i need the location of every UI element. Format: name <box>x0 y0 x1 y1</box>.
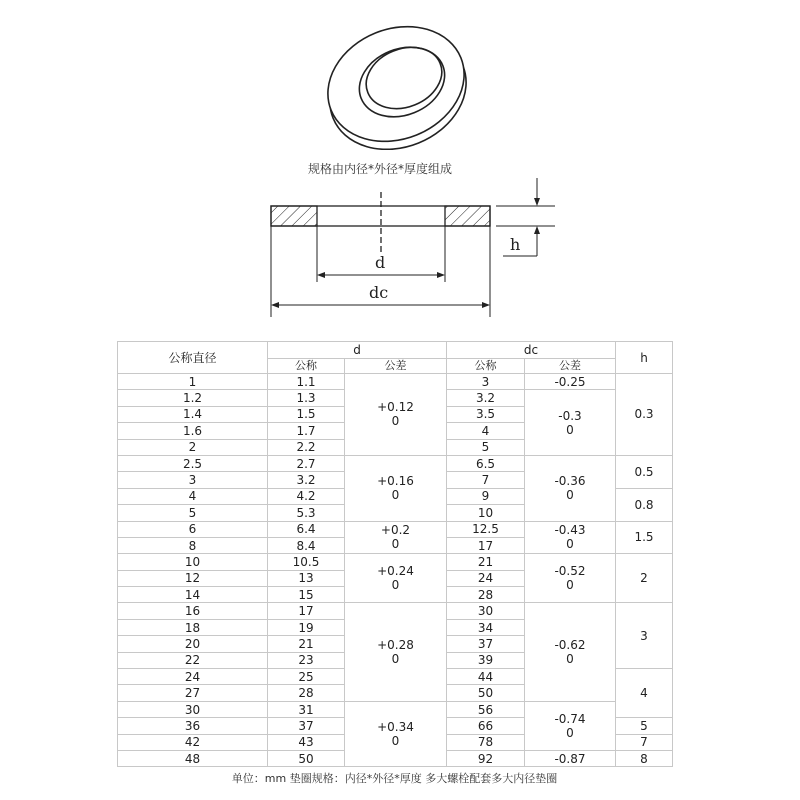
dc-nominal-cell: 92 <box>447 750 525 766</box>
tolerance-lower: 0 <box>566 652 574 667</box>
dc-nominal-cell: 3 <box>447 374 525 390</box>
nominal-size-cell: 36 <box>118 718 268 734</box>
header-d: d <box>268 342 447 359</box>
table-row <box>118 554 673 570</box>
dc-tolerance-cell <box>525 750 616 766</box>
dc-nominal-cell: 44 <box>447 669 525 685</box>
nominal-size-cell: 2.5 <box>118 455 268 471</box>
d-nominal-cell: 4.2 <box>268 488 345 504</box>
dc-nominal-cell: 21 <box>447 554 525 570</box>
nominal-size-cell: 14 <box>118 587 268 603</box>
tolerance-upper: +0.24 <box>377 564 414 579</box>
dc-label: dc <box>369 283 389 302</box>
thickness-cell: 2 <box>616 554 673 603</box>
dc-nominal-cell: 34 <box>447 619 525 635</box>
diagram-caption: 规格由内径*外径*厚度组成 <box>307 162 452 176</box>
tolerance-upper: -0.87 <box>554 751 586 766</box>
d-nominal-cell: 10.5 <box>268 554 345 570</box>
dc-nominal-cell: 39 <box>447 652 525 668</box>
dc-nominal-cell: 24 <box>447 570 525 586</box>
tolerance-lower: 0 <box>566 488 574 503</box>
dc-nominal-cell: 78 <box>447 734 525 750</box>
tolerance-upper: -0.74 <box>554 711 586 726</box>
tolerance-upper: -0.62 <box>554 638 586 653</box>
d-tolerance-cell <box>345 521 447 554</box>
nominal-size-cell: 24 <box>118 669 268 685</box>
table-row <box>118 455 673 471</box>
header-row <box>118 342 673 359</box>
tolerance-upper: -0.52 <box>554 564 586 579</box>
d-tolerance-cell <box>345 701 447 767</box>
nominal-size-cell: 16 <box>118 603 268 619</box>
d-nominal-cell: 19 <box>268 619 345 635</box>
tolerance-lower: 0 <box>566 422 574 437</box>
dc-tolerance-cell <box>525 701 616 750</box>
nominal-size-cell: 1.2 <box>118 390 268 406</box>
nominal-size-cell: 1.4 <box>118 406 268 422</box>
washer-section-drawing <box>255 172 565 322</box>
nominal-size-cell: 1.6 <box>118 423 268 439</box>
dc-tolerance-cell <box>525 374 616 390</box>
tolerance-upper: +0.12 <box>377 400 414 415</box>
tolerance-lower: 0 <box>391 734 400 749</box>
d-nominal-cell: 50 <box>268 750 345 766</box>
d-nominal-cell: 1.1 <box>268 374 345 390</box>
tolerance-lower: 0 <box>566 725 574 740</box>
nominal-size-cell: 8 <box>118 537 268 553</box>
d-nominal-cell: 1.7 <box>268 423 345 439</box>
d-tolerance-cell <box>345 554 447 603</box>
dc-tolerance-cell <box>525 554 616 603</box>
tolerance-lower: 0 <box>391 578 400 593</box>
nominal-size-cell: 5 <box>118 505 268 521</box>
d-tolerance-cell <box>345 374 447 456</box>
dc-nominal-cell: 3.5 <box>447 406 525 422</box>
tolerance-upper: +0.2 <box>380 523 411 538</box>
washer-3d-illustration <box>320 20 480 150</box>
dc-tolerance-cell <box>525 390 616 456</box>
d-nominal-cell: 2.2 <box>268 439 345 455</box>
tolerance-lower: 0 <box>566 578 574 593</box>
dc-tolerance-cell <box>525 603 616 701</box>
nominal-size-cell: 20 <box>118 636 268 652</box>
thickness-cell: 5 <box>616 718 673 734</box>
tolerance-upper: +0.16 <box>377 474 414 489</box>
dc-nominal-cell: 66 <box>447 718 525 734</box>
d-nominal-cell: 5.3 <box>268 505 345 521</box>
nominal-size-cell: 6 <box>118 521 268 537</box>
left-hatched-section <box>271 206 317 226</box>
tolerance-upper: +0.34 <box>377 720 414 735</box>
dc-tolerance-cell <box>525 521 616 554</box>
nominal-size-cell: 10 <box>118 554 268 570</box>
d-nominal-cell: 21 <box>268 636 345 652</box>
tolerance-lower: 0 <box>566 537 574 552</box>
tolerance-lower: 0 <box>391 537 400 552</box>
dc-nominal-cell: 56 <box>447 701 525 717</box>
thickness-cell: 0.8 <box>616 488 673 521</box>
thickness-cell: 8 <box>616 750 673 766</box>
nominal-size-cell: 27 <box>118 685 268 701</box>
nominal-size-cell: 3 <box>118 472 268 488</box>
dc-nominal-cell: 30 <box>447 603 525 619</box>
dc-nominal-cell: 5 <box>447 439 525 455</box>
d-nominal-cell: 3.2 <box>268 472 345 488</box>
dc-nominal-cell: 12.5 <box>447 521 525 537</box>
d-nominal-cell: 28 <box>268 685 345 701</box>
nominal-size-cell: 2 <box>118 439 268 455</box>
tolerance-lower: 0 <box>391 652 400 667</box>
dc-nominal-cell: 28 <box>447 587 525 603</box>
thickness-cell: 4 <box>616 669 673 718</box>
table-row <box>118 374 673 390</box>
header-h: h <box>616 342 673 374</box>
header-dc: dc <box>447 342 616 359</box>
tolerance-upper: -0.25 <box>554 374 586 389</box>
table-row <box>118 603 673 619</box>
nominal-size-cell: 48 <box>118 750 268 766</box>
d-nominal-cell: 37 <box>268 718 345 734</box>
nominal-size-cell: 1 <box>118 374 268 390</box>
thickness-cell: 3 <box>616 603 673 669</box>
tolerance-upper: -0.43 <box>554 523 586 538</box>
dc-tolerance-cell <box>525 455 616 521</box>
dc-nominal-cell: 9 <box>447 488 525 504</box>
nominal-size-cell: 22 <box>118 652 268 668</box>
d-nominal-cell: 31 <box>268 701 345 717</box>
d-nominal-cell: 15 <box>268 587 345 603</box>
table-row <box>118 521 673 537</box>
nominal-size-cell: 42 <box>118 734 268 750</box>
d-nominal-cell: 6.4 <box>268 521 345 537</box>
subheader-d-nominal: 公称 <box>268 359 345 374</box>
table-row <box>118 701 673 717</box>
d-tolerance-cell <box>345 603 447 701</box>
dc-nominal-cell: 4 <box>447 423 525 439</box>
dc-nominal-cell: 3.2 <box>447 390 525 406</box>
dc-nominal-cell: 37 <box>447 636 525 652</box>
thickness-cell: 0.5 <box>616 455 673 488</box>
nominal-size-cell: 4 <box>118 488 268 504</box>
tolerance-upper: -0.36 <box>554 474 586 489</box>
dc-nominal-cell: 17 <box>447 537 525 553</box>
d-nominal-cell: 1.5 <box>268 406 345 422</box>
washer-outer-edge <box>320 20 480 150</box>
nominal-size-cell: 30 <box>118 701 268 717</box>
subheader-dc-nominal: 公称 <box>447 359 525 374</box>
nominal-size-cell: 18 <box>118 619 268 635</box>
d-nominal-cell: 43 <box>268 734 345 750</box>
d-nominal-cell: 13 <box>268 570 345 586</box>
d-nominal-cell: 1.3 <box>268 390 345 406</box>
header-nominal-size: 公称直径 <box>118 342 268 374</box>
tolerance-upper: -0.3 <box>558 408 582 423</box>
tolerance-upper: +0.28 <box>377 638 414 653</box>
d-nominal-cell: 25 <box>268 669 345 685</box>
d-nominal-cell: 8.4 <box>268 537 345 553</box>
washer-spec-table <box>117 341 673 767</box>
h-label: h <box>510 235 521 254</box>
subheader-dc-tolerance: 公差 <box>525 359 616 374</box>
subheader-d-tolerance: 公差 <box>345 359 447 374</box>
thickness-cell: 7 <box>616 734 673 750</box>
dc-nominal-cell: 7 <box>447 472 525 488</box>
dc-nominal-cell: 6.5 <box>447 455 525 471</box>
thickness-cell: 1.5 <box>616 521 673 554</box>
dc-nominal-cell: 10 <box>447 505 525 521</box>
tolerance-lower: 0 <box>391 488 400 503</box>
d-nominal-cell: 23 <box>268 652 345 668</box>
d-tolerance-cell <box>345 455 447 521</box>
dc-nominal-cell: 50 <box>447 685 525 701</box>
right-hatched-section <box>445 206 490 226</box>
d-label: d <box>375 253 386 272</box>
d-nominal-cell: 2.7 <box>268 455 345 471</box>
thickness-cell: 0.3 <box>616 374 673 456</box>
tolerance-lower: 0 <box>391 414 400 429</box>
table-footnote: 单位：mm 垫圈规格：内径*外径*厚度 多大螺栓配套多大内径垫圈 <box>231 772 558 785</box>
d-nominal-cell: 17 <box>268 603 345 619</box>
nominal-size-cell: 12 <box>118 570 268 586</box>
